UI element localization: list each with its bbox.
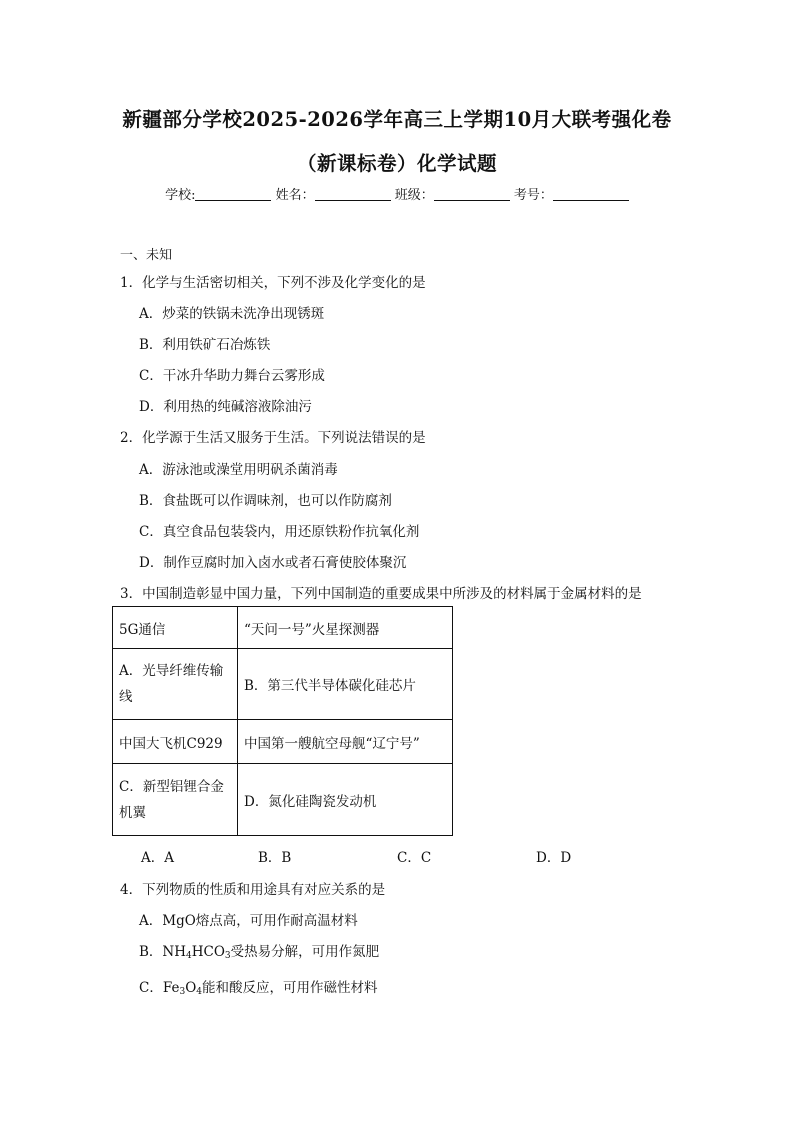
q2-option-d: D．制作豆腐时加入卤水或者石膏使胶体聚沉 [139,555,407,571]
table-cell: B．第三代半导体碳化硅芯片 [238,649,453,720]
formula-part: HCO [191,944,225,960]
formula-part: O [185,980,197,996]
cell-text-line: C．新型铝锂合金 [119,778,224,795]
q1-option-c: C．干冰升华助力舞台云雾形成 [139,368,325,384]
q1-option-a: A．炒菜的铁锅未洗净出现锈斑 [139,306,325,322]
formula-subscript: 4 [186,951,192,961]
table-row [113,649,453,720]
table-cell: 中国第一艘航空母舰“辽宁号” [238,720,453,764]
question-3-stem: 3．中国制造彰显中国力量，下列中国制造的重要成果中所涉及的材料属于金属材料的是 [120,586,642,602]
table-cell: 5G通信 [113,607,238,649]
school-blank[interactable] [195,187,271,201]
name-blank[interactable] [315,187,391,201]
table-cell: “天问一号”火星探测器 [238,607,453,649]
number-label: 考号： [513,188,553,203]
question-1-stem: 1．化学与生活密切相关，下列不涉及化学变化的是 [120,275,426,291]
q2-option-b: B．食盐既可以作调味剂，也可以作防腐剂 [139,493,392,509]
formula-subscript: 3 [224,951,231,961]
table-cell [113,649,238,720]
q1-option-b: B．利用铁矿石冶炼铁 [139,337,271,353]
table-row [113,720,453,764]
q3-answer-d: D．D [536,850,572,866]
table-row [113,607,453,649]
cell-text-line: A．光导纤维传输 [119,663,224,679]
cell-text-line: 机翼 [119,804,146,821]
cell-text-line: 线 [119,689,133,705]
q3-answer-c: C．C [397,850,432,866]
section-heading: 一、未知 [120,248,173,263]
q4-option-a: A．MgO熔点高，可用作耐高温材料 [139,913,358,929]
q2-option-c: C．真空食品包装袋内，用还原铁粉作抗氧化剂 [139,524,420,540]
q2-option-a: A．游泳池或澡堂用明矾杀菌消毒 [139,462,338,478]
option-text: 受热易分解，可用作氮肥 [230,944,380,960]
q4-option-c [139,976,378,997]
q4-option-b [139,940,379,961]
question-4-stem: 4．下列物质的性质和用途具有对应关系的是 [120,882,386,898]
question-2-stem: 2．化学源于生活又服务于生活。下列说法错误的是 [120,430,426,446]
table-cell: D．氮化硅陶瓷发动机 [238,764,453,836]
exam-title: 新疆部分学校2025-2026学年高三上学期10月大联考强化卷 [122,108,672,131]
formula-subscript: 4 [196,987,202,997]
table-row [113,764,453,836]
formula-part: C．Fe [139,980,180,996]
q3-answer-a: A．A [141,850,174,866]
name-label: 姓名： [275,188,315,203]
table-cell [113,764,238,836]
option-text: 能和酸反应，可用作磁性材料 [202,980,378,996]
number-blank[interactable] [553,187,629,201]
formula-part: B．NH [139,944,187,960]
school-label: 学校: [165,188,196,203]
formula-subscript: 3 [179,987,186,997]
student-info-line [0,184,794,203]
class-blank[interactable] [434,187,510,201]
q1-option-d: D．利用热的纯碱溶液除油污 [139,399,312,415]
exam-subtitle: （新课标卷）化学试题 [296,152,497,175]
q3-materials-table [112,606,453,836]
table-cell: 中国大飞机C929 [113,720,238,764]
class-label: 班级： [394,188,434,203]
q3-answer-b: B．B [258,850,292,866]
